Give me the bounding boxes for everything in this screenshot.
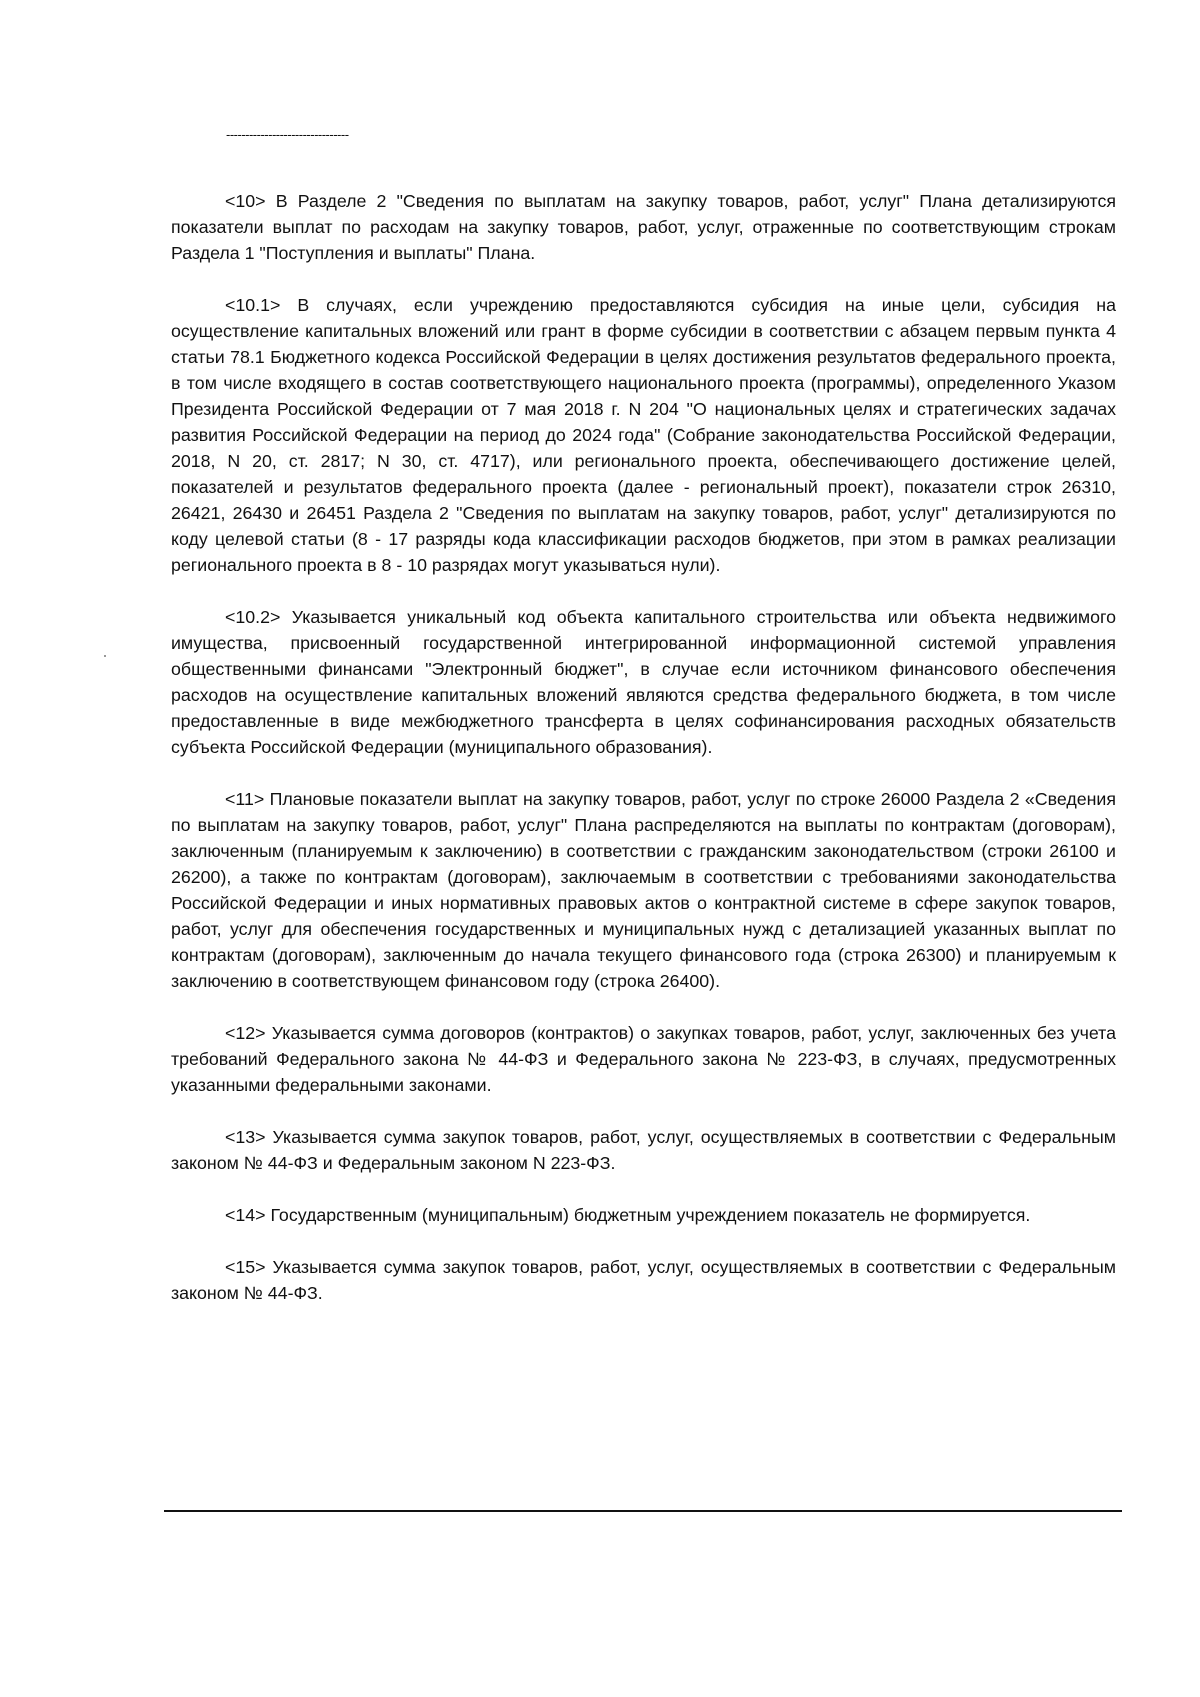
footnote-separator: -------------------------------- bbox=[226, 127, 349, 142]
bottom-divider bbox=[164, 1510, 1122, 1512]
footnote-12: <12> Указывается сумма договоров (контрактов) о закупках товаров, работ, услуг, заключенных без учета требований Федерального закона № 44-ФЗ и Федерального закона № 223-ФЗ, в случаях, предусмотренных указанными федеральными законами. bbox=[171, 1023, 1116, 1095]
footnote-10-1: <10.1> В случаях, если учреждению предоставляются субсидия на иные цели, субсидия на осуществление капитальных вложений или грант в форме субсидии в соответствии с абзацем первым пункта 4 статьи 78.1 Бюджетного кодекса Российской Федерации в целях достижения результатов федерального проекта, в том числе входящего в состав соответствующего национального проекта (программы), определенного Указом Президента Российской Федерации от 7 мая 2018 г. N 204 "О национальных целях и стратегических задачах развития Российской Федерации на период до 2024 года" (Собрание законодательства Российской Федерации, 2018, N 20, ст. 2817; N 30, ст. 4717), или регионального проекта, обеспечивающего достижение целей, показателей и результатов федерального проекта (далее - региональный проект), показатели строк 26310, 26421, 26430 и 26451 Раздела 2 "Сведения по выплатам на закупку товаров, работ, услуг" детализируются по коду целевой статьи (8 - 17 разряды кода классификации расходов бюджетов, при этом в рамках реализации регионального проекта в 8 - 10 разрядах могут указываться нули). bbox=[171, 295, 1116, 575]
scan-speck bbox=[104, 655, 106, 657]
footnote-10: <10> В Разделе 2 "Сведения по выплатам на закупку товаров, работ, услуг" Плана детализируются показатели выплат по расходам на закупку товаров, работ, услуг, отраженные по соответствующим строкам Раздела 1 "Поступления и выплаты" Плана. bbox=[171, 191, 1116, 263]
footnotes-body bbox=[171, 188, 1116, 1332]
footnote-11: <11> Плановые показатели выплат на закупку товаров, работ, услуг по строке 26000 Раздела 2 «Сведения по выплатам на закупку товаров, работ, услуг" Плана распределяются на выплаты по контрактам (договорам), заключенным (планируемым к заключению) в соответствии с гражданским законодательством (строки 26100 и 26200), а также по контрактам (договорам), заключаемым в соответствии с требованиями законодательства Российской Федерации и иных нормативных правовых актов о контрактной системе в сфере закупок товаров, работ, услуг для обеспечения государственных и муниципальных нужд с детализацией указанных выплат по контрактам (договорам), заключенным до начала текущего финансового года (строка 26300) и планируемым к заключению в соответствующем финансовом году (строка 26400). bbox=[171, 789, 1116, 991]
footnote-13: <13> Указывается сумма закупок товаров, работ, услуг, осуществляемых в соответствии с Федеральным законом № 44-ФЗ и Федеральным законом N 223-ФЗ. bbox=[171, 1127, 1116, 1173]
footnote-10-2: <10.2> Указывается уникальный код объекта капитального строительства или объекта недвижимого имущества, присвоенный государственной интегрированной информационной системой управления общественными финансами "Электронный бюджет", в случае если источником финансового обеспечения расходов на осуществление капитальных вложений являются средства федерального бюджета, в том числе предоставленные в виде межбюджетного трансферта в целях софинансирования расходных обязательств субъекта Российской Федерации (муниципального образования). bbox=[171, 607, 1116, 757]
footnote-14: <14> Государственным (муниципальным) бюджетным учреждением показатель не формируется. bbox=[225, 1205, 1031, 1225]
footnote-15: <15> Указывается сумма закупок товаров, работ, услуг, осуществляемых в соответствии с Федеральным законом № 44-ФЗ. bbox=[171, 1257, 1116, 1303]
